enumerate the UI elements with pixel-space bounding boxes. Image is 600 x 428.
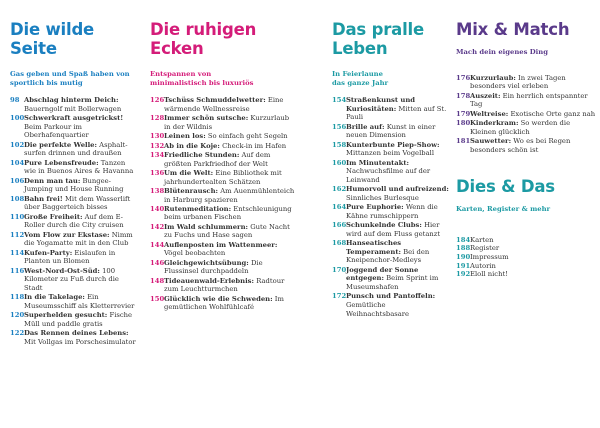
entry-title: Das Rennen deines Lebens: [24, 329, 129, 338]
entry-text: Auf dem größten Parkfriedhof der Welt [164, 150, 271, 168]
page-number: 162 [332, 185, 347, 194]
page-number: 108 [10, 194, 25, 203]
list-item[interactable] [332, 96, 450, 122]
entry-text: Fische Müll und paddle gratis [24, 311, 133, 328]
page-number: 130 [150, 132, 165, 141]
entry-title: In die Takelage: [24, 293, 85, 302]
section-dies-und-das [456, 177, 596, 279]
entry-title: Tschüss Schmuddelwetter: [164, 96, 266, 105]
entry-title: Kunterbunte Piep-Show: [346, 140, 440, 149]
entry-text: Karten [470, 235, 494, 244]
page-number: 168 [332, 239, 347, 248]
list-item[interactable] [456, 137, 596, 154]
page-number: 184 [456, 235, 471, 244]
page-number: 164 [332, 203, 347, 212]
entry-title: Immer schön sutsche: [164, 114, 249, 123]
entry-text: Vögel beobachten [164, 249, 226, 258]
section-subtitle [456, 205, 596, 214]
entry-text: Impressum [470, 252, 509, 261]
entry-title: Schunkelnde Clubs: [346, 221, 422, 230]
entry-title: Punsch und Pantoffeln: [346, 292, 436, 301]
list-item[interactable] [10, 329, 138, 346]
list-item[interactable] [332, 221, 450, 238]
entry-text: Beim Sprint im Museumshafen [346, 274, 439, 292]
section-title [456, 177, 596, 196]
section-subtitle-line-2: das ganze Jahr [332, 78, 389, 87]
page-number: 148 [150, 276, 165, 285]
page-number: 122 [10, 329, 25, 338]
list-item[interactable] [10, 231, 138, 248]
page-number: 112 [10, 230, 25, 239]
entry-text: Asphalt-surfen drinnen und draußen [24, 140, 128, 158]
entry-text: Bungee-Jumping und House Running [24, 176, 124, 194]
section-title [456, 20, 596, 39]
section-subtitle-line-2: minimalistisch bis luxuriös [150, 78, 254, 87]
entry-title: Abschlag hinterm Deich: [24, 96, 119, 105]
entry-text: Beim Parkour im Oberhafenquartier [24, 122, 89, 140]
list-item[interactable] [150, 241, 295, 258]
list-item[interactable] [10, 195, 138, 212]
list-item[interactable] [150, 151, 295, 168]
page-number: 116 [10, 266, 25, 275]
entry-title: Blütenrausch: [164, 186, 219, 195]
list-item[interactable] [150, 96, 295, 113]
entry-text: Exotische Orte ganz nah [508, 109, 596, 118]
entry-title: Glücklich wie die Schweden: [164, 294, 273, 303]
entry-title: Pure Euphorie: [346, 203, 404, 212]
list-item[interactable] [332, 123, 450, 140]
entry-title: Vom Flow zur Ekstase: [24, 230, 110, 239]
section-mix-and-match [456, 20, 596, 279]
list-item[interactable] [10, 249, 138, 266]
list-item[interactable] [456, 74, 596, 91]
entry-list [150, 96, 295, 312]
page-number: 191 [456, 261, 471, 270]
page-number: 190 [456, 252, 471, 261]
section-das-pralle-leben [332, 20, 450, 319]
entry-text: Gute Nacht zu Fuchs und Hase sagen [164, 222, 290, 240]
entry-title: Humorvoll und aufreizend: [346, 185, 449, 194]
section-title-line-1: Die wilde [10, 20, 95, 39]
list-item[interactable] [332, 141, 450, 158]
entry-text: Ein Museumsschiff als Kletterrevier [24, 293, 135, 310]
page-number: 170 [332, 265, 347, 274]
page-number: 106 [10, 176, 25, 185]
list-item[interactable] [150, 132, 295, 141]
list-item[interactable] [10, 267, 138, 293]
entry-title: Tideauenwald-Erlebnis: [164, 276, 255, 285]
entry-text: Mit dem Wasserlift über Baggerteich bisses [24, 194, 131, 212]
page-number: 136 [150, 168, 165, 177]
list-item[interactable] [456, 270, 596, 279]
entry-title: Superhelden gesucht: [24, 311, 108, 320]
page-number: 160 [332, 158, 347, 167]
list-item[interactable] [332, 203, 450, 220]
list-item[interactable] [10, 141, 138, 158]
page-number: 114 [10, 248, 25, 257]
section-subtitle-line-1: Mach dein eigenes Ding [456, 48, 548, 56]
list-item[interactable] [150, 223, 295, 240]
entry-title: Bahn frei! [24, 194, 63, 203]
list-item[interactable] [150, 169, 295, 186]
list-item[interactable] [456, 92, 596, 109]
entry-text: Autorin [470, 261, 496, 270]
list-item[interactable] [332, 266, 450, 292]
list-item[interactable] [10, 177, 138, 194]
list-item[interactable] [10, 159, 138, 176]
section-subtitle [456, 48, 596, 57]
page-number: 181 [456, 136, 471, 145]
entry-title: Ab in die Koje: [164, 141, 220, 150]
page-number: 179 [456, 109, 471, 118]
list-item[interactable] [10, 213, 138, 230]
list-item[interactable] [150, 277, 295, 294]
page-number: 104 [10, 158, 25, 167]
page-number: 178 [456, 91, 471, 100]
list-item[interactable] [332, 239, 450, 265]
list-item[interactable] [150, 205, 295, 222]
entry-text: Nachwuchsfilme auf der Leinwand [346, 167, 431, 184]
list-item[interactable] [456, 244, 596, 253]
entry-text: Tanzen wie in Buenos Aires & Havanna [24, 158, 134, 176]
entry-title: Im Minutentakt: [346, 158, 410, 167]
page-number: 140 [150, 204, 165, 213]
section-subtitle-line-1: Gas geben und Spaß haben von [10, 70, 130, 78]
section-subtitle [332, 70, 450, 87]
list-item[interactable] [456, 119, 596, 136]
entry-text: Bei den Kneipenchor-Medleys [346, 247, 430, 265]
entry-title: Friedliche Stunden: [164, 150, 240, 159]
section-title [150, 20, 295, 58]
section-title-line-1: Dies & Das [456, 177, 555, 197]
entry-title: Kinderkram: [470, 118, 519, 127]
list-item[interactable] [332, 159, 450, 185]
entry-text: Auf dem E-Roller durch die City cruisen [24, 212, 124, 230]
page-number: 180 [456, 118, 471, 127]
page-number: 100 [10, 114, 25, 123]
entry-text: Bauerngolf mit Bollerwagen [24, 104, 122, 113]
entry-text: Mitten auf St. Pauli [346, 104, 447, 122]
list-item[interactable] [456, 262, 596, 271]
section-title-line-1: Mix & Match [456, 20, 570, 39]
entry-title: Straßenkunst und Kuriositäten: [346, 96, 416, 113]
entry-text: Am Auenmühlenteich in Harburg spazieren [164, 186, 295, 204]
entry-list [456, 74, 596, 155]
entry-title: Hanseatisches Temperament: [346, 239, 402, 256]
entry-text: Eine Bibliothek mit jahrhundertealten Schätzen [164, 168, 282, 186]
page-number: 188 [456, 244, 471, 253]
list-item[interactable] [10, 293, 138, 310]
entry-title: Kufen-Party: [24, 248, 73, 257]
page-number: 118 [10, 293, 25, 302]
section-title [10, 20, 138, 58]
list-item[interactable] [150, 114, 295, 131]
entry-text: Wo es bei Regen besonders schön ist [470, 136, 571, 154]
list-item[interactable] [150, 259, 295, 276]
entry-text: Hier wird auf dem Fluss getanzt [346, 221, 441, 238]
list-item[interactable] [10, 96, 138, 113]
entry-text: Eislaufen in Planten un Blomen [24, 248, 116, 266]
entry-text: Nimm die Yogamatte mit in den Club [24, 230, 133, 248]
entry-text: Check-in im Hafen [219, 141, 287, 150]
list-item[interactable] [332, 185, 450, 202]
entry-text: So werden die Kleinen glücklich [470, 118, 571, 136]
page-number: 138 [150, 186, 165, 195]
entry-title: Kurzurlaub: [470, 73, 516, 82]
page-number: 98 [10, 96, 20, 105]
entry-title: Die perfekte Welle: [24, 140, 98, 149]
entry-text: Ein herrlich entspannter Tag [470, 91, 588, 109]
entry-text: Kurzurlaub in der Wildnis [164, 114, 290, 131]
entry-list [10, 96, 138, 346]
page-number: 146 [150, 258, 165, 267]
entry-title: West-Nord-Ost-Süd: [24, 266, 100, 275]
page-number: 144 [150, 240, 165, 249]
section-subtitle [10, 70, 138, 87]
section-subtitle-line-1: Karten, Register & mehr [456, 205, 551, 214]
page-number: 150 [150, 294, 165, 303]
page-number: 156 [332, 122, 347, 131]
entry-title: Weltreise: [470, 109, 509, 118]
entry-title: Brille auf: [346, 122, 385, 131]
entry-text: Kunst in einer neuen Dimension [346, 122, 436, 140]
page-number: 166 [332, 221, 347, 230]
section-subtitle-line-1: In Feierlaune [332, 70, 383, 78]
page-number: 158 [332, 140, 347, 149]
section-title-line-2: Leben [332, 39, 388, 58]
entry-text: Mittanzen beim Vogelball [346, 149, 434, 158]
entry-title: Um die Welt: [164, 168, 214, 177]
entry-text: Eine wärmende Wellnessreise [164, 96, 284, 113]
page-number: 128 [150, 114, 165, 123]
list-item[interactable] [332, 292, 450, 318]
section-subtitle-line-2: sportlich bis mutig [10, 78, 83, 87]
section-die-ruhigen-ecken [150, 20, 295, 313]
list-item[interactable] [150, 142, 295, 151]
list-item[interactable] [10, 311, 138, 328]
entry-title: Joggend der Sonne entgegen: [346, 265, 419, 283]
page-number: 142 [150, 222, 165, 231]
page-number: 176 [456, 73, 471, 82]
page-number: 134 [150, 150, 165, 159]
entry-text: Eloll nicht! [470, 270, 508, 279]
entry-text: Entschleunigung beim urbanen Fischen [164, 204, 292, 222]
section-title-line-2: Seite [10, 39, 57, 58]
entry-title: Auszeit: [470, 91, 501, 100]
section-subtitle-line-1: Entspannen von [150, 70, 212, 78]
list-item[interactable] [456, 236, 596, 245]
entry-text: 100 Kilometer zu Fuß durch die Stadt [24, 266, 119, 292]
page-number: 120 [10, 311, 25, 320]
section-title-line-1: Das pralle [332, 20, 424, 39]
entry-title: Schwerkraft ausgetrickst! [24, 114, 124, 123]
page-number: 132 [150, 141, 165, 150]
entry-text: Die Flussinsel durchpaddeln [164, 258, 263, 276]
list-item[interactable] [456, 110, 596, 119]
section-title-line-2: Ecken [150, 39, 204, 58]
entry-text: In zwei Tagen besonders viel erleben [470, 73, 566, 91]
entry-title: Sauwetter: [470, 136, 512, 145]
entry-title: Rutenmeditation: [164, 204, 232, 213]
list-item[interactable] [150, 295, 295, 312]
entry-title: Gleichgewichtsübung: [164, 258, 249, 267]
page-number: 192 [456, 270, 471, 279]
entry-title: Große Freiheit: [24, 212, 83, 221]
entry-text: Register [470, 244, 500, 253]
entry-text: Radtour zum Leuchtturmchen [164, 276, 285, 294]
page-number: 110 [10, 212, 25, 221]
entry-text: Im gemütlichen Wohlfühlcafé [164, 294, 284, 312]
page-number: 154 [332, 96, 347, 105]
page-number: 172 [332, 292, 347, 301]
entry-list [332, 96, 450, 318]
entry-title: Auflenposten im Wattenmeer: [164, 240, 278, 249]
entry-title: Denn man tau: [24, 176, 81, 185]
entry-text: So einfach geht Segeln [205, 132, 288, 141]
entry-list [456, 236, 596, 279]
entry-title: Pure Lebensfreude: [24, 158, 99, 167]
section-title-line-1: Die ruhigen [150, 20, 257, 39]
section-subtitle [150, 70, 295, 87]
page-number: 126 [150, 96, 165, 105]
entry-text: Sinnliches Burlesque [346, 193, 419, 202]
list-item[interactable] [10, 114, 138, 140]
section-title [332, 20, 450, 58]
entry-title: Im Wald schlummern: [164, 222, 249, 231]
entry-text: Wenn die Kähne rumschippern [346, 203, 438, 220]
section-die-wilde-seite [10, 20, 138, 347]
entry-text: Gemütliche Weihnachtsbasare [346, 301, 410, 318]
entry-text: Mit Vollgas im Porschesimulator [24, 337, 136, 346]
page-number: 102 [10, 140, 25, 149]
list-item[interactable] [456, 253, 596, 262]
list-item[interactable] [150, 187, 295, 204]
entry-title: Leinen los: [164, 132, 206, 141]
